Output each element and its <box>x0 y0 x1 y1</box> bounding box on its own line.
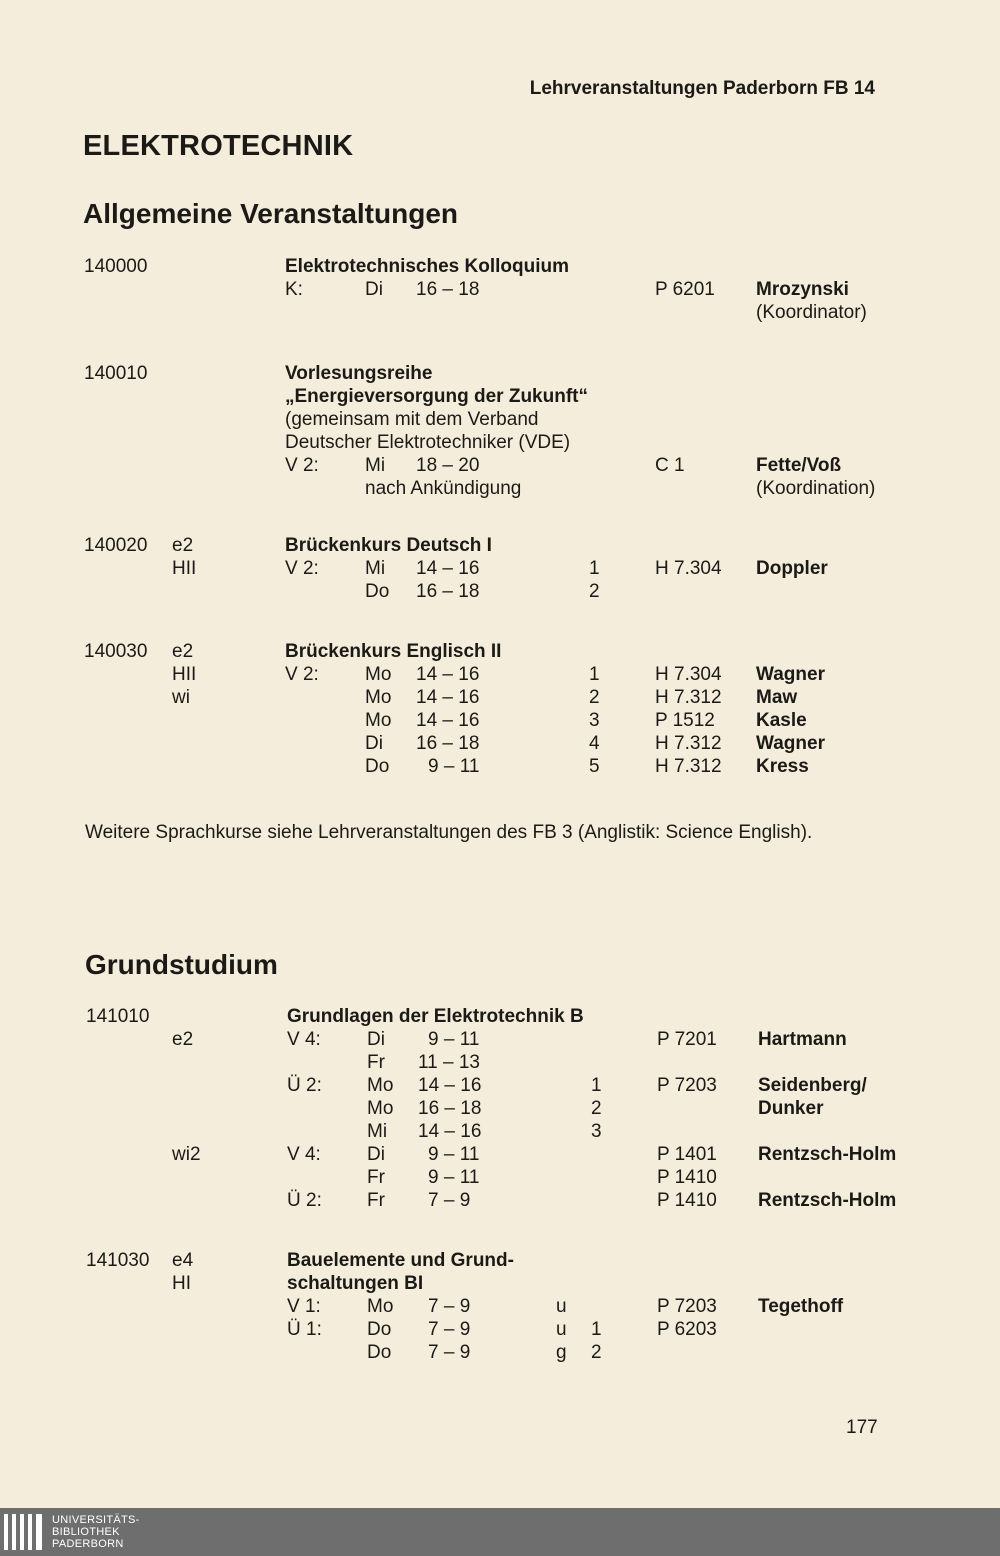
course-type: Ü 2: <box>287 1190 322 1211</box>
course-lecturer: Wagner <box>756 733 825 754</box>
course-row <box>0 477 1000 500</box>
course-day: Mo <box>365 710 392 731</box>
course-code: e2 <box>172 1029 194 1050</box>
course-lecturer: Hartmann <box>758 1029 847 1050</box>
course-time: 9 – 11 <box>428 1144 480 1165</box>
course-time: 16 – 18 <box>416 581 480 602</box>
course-code: wi <box>172 687 190 708</box>
course-time: 14 – 16 <box>416 664 480 685</box>
course-lecturer: Seidenberg/ <box>758 1075 867 1096</box>
course-room: P 1512 <box>655 710 715 731</box>
course-group: 1 <box>589 664 600 685</box>
course-row <box>0 709 1000 732</box>
course-time: 7 – 9 <box>428 1342 471 1363</box>
course-title-continued: „Energieversorgung der Zukunft“ <box>285 386 588 407</box>
course-time: 7 – 9 <box>428 1319 471 1340</box>
course-group: 4 <box>589 733 600 754</box>
course-time: 14 – 16 <box>418 1121 482 1142</box>
course-day: Do <box>367 1342 392 1363</box>
course-code: HII <box>172 558 197 579</box>
course-day: Di <box>367 1029 385 1050</box>
course-day: Mo <box>367 1075 394 1096</box>
course-lecturer: Rentzsch-Holm <box>758 1190 897 1211</box>
course-row <box>0 1143 1000 1166</box>
course-lecturer: Mrozynski <box>756 279 849 300</box>
course-description: Deutscher Elektrotechniker (VDE) <box>285 432 571 453</box>
course-day: Mo <box>367 1098 394 1119</box>
course-group: 1 <box>591 1319 602 1340</box>
course-row <box>0 1120 1000 1143</box>
course-room: H 7.304 <box>655 558 722 579</box>
course-time: 9 – 11 <box>428 1167 480 1188</box>
course-time: 18 – 20 <box>416 455 480 476</box>
course-lecturer: Doppler <box>756 558 828 579</box>
page-title: ELEKTROTECHNIK <box>83 130 354 162</box>
course-row <box>0 557 1000 580</box>
course-title: Vorlesungsreihe <box>285 363 433 384</box>
course-group: 3 <box>589 710 600 731</box>
course-group: 2 <box>591 1098 602 1119</box>
course-day: Di <box>365 733 383 754</box>
course-time: 9 – 11 <box>428 756 480 777</box>
course-row <box>0 1318 1000 1341</box>
course-room: P 6201 <box>655 279 715 300</box>
section-heading-grundstudium: Grundstudium <box>85 949 278 980</box>
course-row <box>0 1272 1000 1295</box>
course-time: 16 – 18 <box>418 1098 482 1119</box>
course-group: 1 <box>591 1075 602 1096</box>
course-flag: g <box>556 1342 567 1363</box>
course-number: 140000 <box>84 256 148 277</box>
course-type: V 1: <box>287 1296 321 1317</box>
course-code: HI <box>172 1273 191 1294</box>
course-flag: u <box>556 1319 567 1340</box>
course-type: V 4: <box>287 1144 321 1165</box>
course-time: 14 – 16 <box>418 1075 482 1096</box>
course-row <box>0 278 1000 301</box>
course-code: e2 <box>172 641 194 662</box>
course-day: Mi <box>365 558 386 579</box>
course-group: 2 <box>589 581 600 602</box>
course-group: 5 <box>589 756 600 777</box>
course-code: e4 <box>172 1250 194 1271</box>
course-time: 9 – 11 <box>428 1029 480 1050</box>
course-row <box>0 640 1000 663</box>
course-lecturer: Fette/Voß <box>756 455 842 476</box>
course-time: 7 – 9 <box>428 1296 471 1317</box>
course-description: (gemeinsam mit dem Verband <box>285 409 539 430</box>
language-course-note: Weitere Sprachkurse siehe Lehrveranstaltungen des FB 3 (Anglistik: Science English). <box>85 822 813 843</box>
course-row <box>0 385 1000 408</box>
course-code: HII <box>172 664 197 685</box>
course-type: V 2: <box>285 455 319 476</box>
course-number: 140010 <box>84 363 148 384</box>
page-number: 177 <box>846 1417 878 1438</box>
course-lecturer: Tegethoff <box>758 1296 844 1317</box>
course-day: Mo <box>367 1296 394 1317</box>
course-day: Di <box>367 1144 385 1165</box>
course-row <box>0 1341 1000 1364</box>
course-row <box>0 732 1000 755</box>
course-group: 2 <box>591 1342 602 1363</box>
course-extra: nach Ankündigung <box>365 478 522 499</box>
course-room: P 1410 <box>657 1190 717 1211</box>
course-room: P 1410 <box>657 1167 717 1188</box>
course-row <box>0 580 1000 603</box>
course-type: K: <box>285 279 303 300</box>
course-day: Mo <box>365 664 392 685</box>
course-row <box>0 1249 1000 1272</box>
course-row <box>0 686 1000 709</box>
course-row <box>0 1166 1000 1189</box>
course-row <box>0 1005 1000 1028</box>
course-lecturer: Rentzsch-Holm <box>758 1144 897 1165</box>
course-room: H 7.312 <box>655 687 722 708</box>
course-code: wi2 <box>172 1144 201 1165</box>
course-time: 11 – 13 <box>418 1052 480 1073</box>
course-row <box>0 408 1000 431</box>
course-time: 14 – 16 <box>416 710 480 731</box>
course-day: Do <box>367 1319 392 1340</box>
course-row <box>0 255 1000 278</box>
section-heading-allgemein: Allgemeine Veranstaltungen <box>83 198 458 229</box>
course-lecturer: Maw <box>756 687 798 708</box>
course-type: V 4: <box>287 1029 321 1050</box>
course-time: 16 – 18 <box>416 279 480 300</box>
course-room: H 7.312 <box>655 756 722 777</box>
course-row <box>0 362 1000 385</box>
course-row <box>0 1189 1000 1212</box>
course-day: Do <box>365 756 390 777</box>
course-room: P 1401 <box>657 1144 717 1165</box>
course-type: Ü 1: <box>287 1319 322 1340</box>
course-row <box>0 1295 1000 1318</box>
lecturer-note: (Koordinator) <box>756 302 867 323</box>
library-logo-icon <box>4 1514 46 1550</box>
course-lecturer: Dunker <box>758 1098 824 1119</box>
course-lecturer: Kress <box>756 756 809 777</box>
course-day: Mi <box>367 1121 388 1142</box>
course-time: 7 – 9 <box>428 1190 471 1211</box>
course-row <box>0 534 1000 557</box>
library-name-line: PADERBORN <box>52 1538 124 1550</box>
course-title: Brückenkurs Englisch II <box>285 641 502 662</box>
course-day: Mi <box>365 455 386 476</box>
course-row <box>0 663 1000 686</box>
course-day: Do <box>365 581 390 602</box>
course-row <box>0 1028 1000 1051</box>
course-group: 1 <box>589 558 600 579</box>
library-name <box>52 1514 140 1550</box>
course-row <box>0 454 1000 477</box>
course-number: 140020 <box>84 535 148 556</box>
course-day: Mo <box>365 687 392 708</box>
course-day: Fr <box>367 1190 385 1211</box>
course-time: 14 – 16 <box>416 558 480 579</box>
course-room: C 1 <box>655 455 685 476</box>
course-row <box>0 1074 1000 1097</box>
course-lecturer: Wagner <box>756 664 825 685</box>
course-type: V 2: <box>285 558 319 579</box>
course-row <box>0 301 1000 324</box>
course-flag: u <box>556 1296 567 1317</box>
course-title-continued: schaltungen BI <box>287 1273 424 1294</box>
course-room: P 7201 <box>657 1029 717 1050</box>
course-group: 2 <box>589 687 600 708</box>
lecturer-note: (Koordination) <box>756 478 876 499</box>
library-name-line: BIBLIOTHEK <box>52 1526 120 1538</box>
course-title: Grundlagen der Elektrotechnik B <box>287 1006 584 1027</box>
course-number: 141030 <box>86 1250 150 1271</box>
running-head: Lehrveranstaltungen Paderborn FB 14 <box>529 78 875 99</box>
course-room: P 7203 <box>657 1296 717 1317</box>
course-time: 14 – 16 <box>416 687 480 708</box>
course-lecturer: Kasle <box>756 710 807 731</box>
course-time: 16 – 18 <box>416 733 480 754</box>
course-row <box>0 1051 1000 1074</box>
course-row <box>0 431 1000 454</box>
course-day: Fr <box>367 1052 385 1073</box>
course-room: P 6203 <box>657 1319 717 1340</box>
course-code: e2 <box>172 535 194 556</box>
course-day: Di <box>365 279 383 300</box>
library-footer <box>0 1508 1000 1556</box>
course-title: Brückenkurs Deutsch I <box>285 535 492 556</box>
course-room: H 7.304 <box>655 664 722 685</box>
course-title: Bauelemente und Grund- <box>287 1250 514 1271</box>
library-name-line: UNIVERSITÄTS- <box>52 1514 140 1526</box>
course-room: P 7203 <box>657 1075 717 1096</box>
course-row <box>0 755 1000 778</box>
course-group: 3 <box>591 1121 602 1142</box>
course-row <box>0 1097 1000 1120</box>
course-title: Elektrotechnisches Kolloquium <box>285 256 569 277</box>
course-day: Fr <box>367 1167 385 1188</box>
course-number: 140030 <box>84 641 148 662</box>
course-room: H 7.312 <box>655 733 722 754</box>
course-type: Ü 2: <box>287 1075 322 1096</box>
course-type: V 2: <box>285 664 319 685</box>
course-number: 141010 <box>86 1006 150 1027</box>
